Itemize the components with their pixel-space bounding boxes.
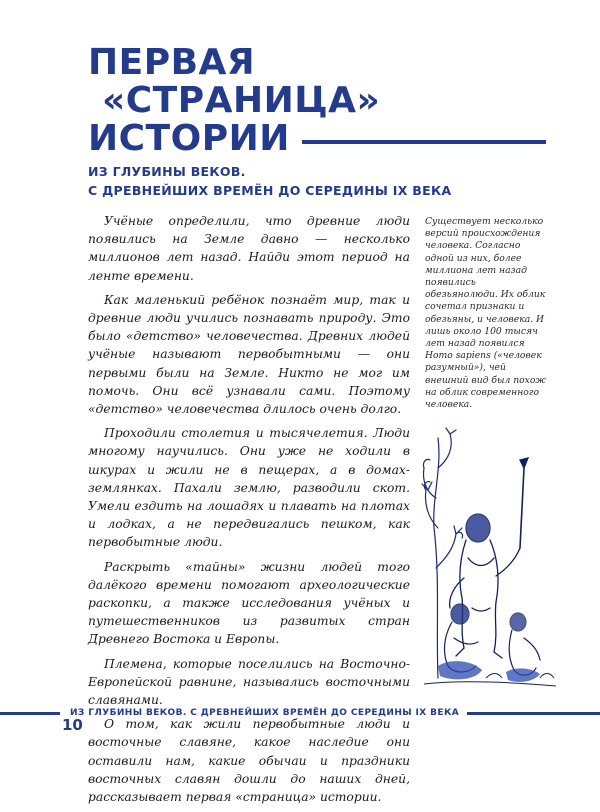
title-line-2: «СТРАНИЦА» bbox=[102, 80, 381, 121]
subtitle-line-2: С ДРЕВНЕЙШИХ ВРЕМЁН ДО СЕРЕДИНЫ IX ВЕКА bbox=[88, 183, 452, 198]
paragraph: Раскрыть «тайны» жизни людей того далёкого времени помогают археологические раскопки, а также исследования учёных и путешественников из развитых стран Древнего Востока и Европы. bbox=[88, 559, 410, 647]
footer-rule-left bbox=[0, 712, 60, 715]
chapter-subtitle bbox=[88, 162, 548, 200]
primitive-people-illustration bbox=[420, 408, 560, 690]
paragraph: Учёные определили, что древние люди появились на Земле давно — несколько миллионов лет назад. Найди этот период на ленте времени. bbox=[88, 214, 410, 283]
chapter-title bbox=[88, 44, 548, 158]
paragraph: Проходили столетия и тысячелетия. Люди многому научились. Они уже не ходили в шкурах и жили не в пещерах, а в домах-землянках. Пахали землю, разводили скот. Умели ездить на лошадях и плавать на плотах и лодках, а не передвигались пешком, как первобытные люди. bbox=[88, 426, 410, 550]
footer-bar bbox=[0, 706, 600, 720]
primitive-people-sketch-icon bbox=[420, 408, 560, 690]
title-line-1: ПЕРВАЯ bbox=[88, 42, 256, 83]
paragraph: Как маленький ребёнок познаёт мир, так и древние люди учились познавать природу. Это было «детство» человечества. Древних людей учёные называют первобытными — они первыми были на Земле. Никто не мог им помочь. Они всё узнавали сами. Поэтому «детство» человечества длилось очень долго. bbox=[88, 292, 410, 417]
subtitle-line-1: ИЗ ГЛУБИНЫ ВЕКОВ. bbox=[88, 164, 246, 179]
paragraph: О том, как жили первобытные люди и восточные славяне, какое наследие они оставили нам, какие обычаи и праздники восточных славян дошли до наших дней, рассказывает первая «страница» истории. bbox=[88, 717, 410, 805]
page-number: 10 bbox=[62, 716, 83, 734]
title-line-3: ИСТОРИИ bbox=[88, 118, 290, 159]
running-head: ИЗ ГЛУБИНЫ ВЕКОВ. С ДРЕВНЕЙШИХ ВРЕМЁН ДО СЕРЕДИНЫ IX ВЕКА bbox=[70, 708, 460, 718]
title-rule bbox=[302, 140, 546, 144]
title-line-3-row bbox=[88, 120, 548, 158]
footer-rule-right bbox=[467, 712, 600, 715]
sidebar-note: Существует несколько версий происхождения человека. Согласно одной из них, более миллиона лет назад появились обезьянолюди. Их облик сочетал признаки и обезьяны, и человека. И лишь около 100 тысяч лет назад появился Homo sapiens («человек разумный»), чей внешний вид был похож на облик современного человека. bbox=[425, 216, 546, 411]
main-text-column bbox=[88, 212, 410, 812]
paragraph: Племена, которые поселились на Восточно-Европейской равнине, назывались восточными славянами. bbox=[88, 656, 410, 708]
